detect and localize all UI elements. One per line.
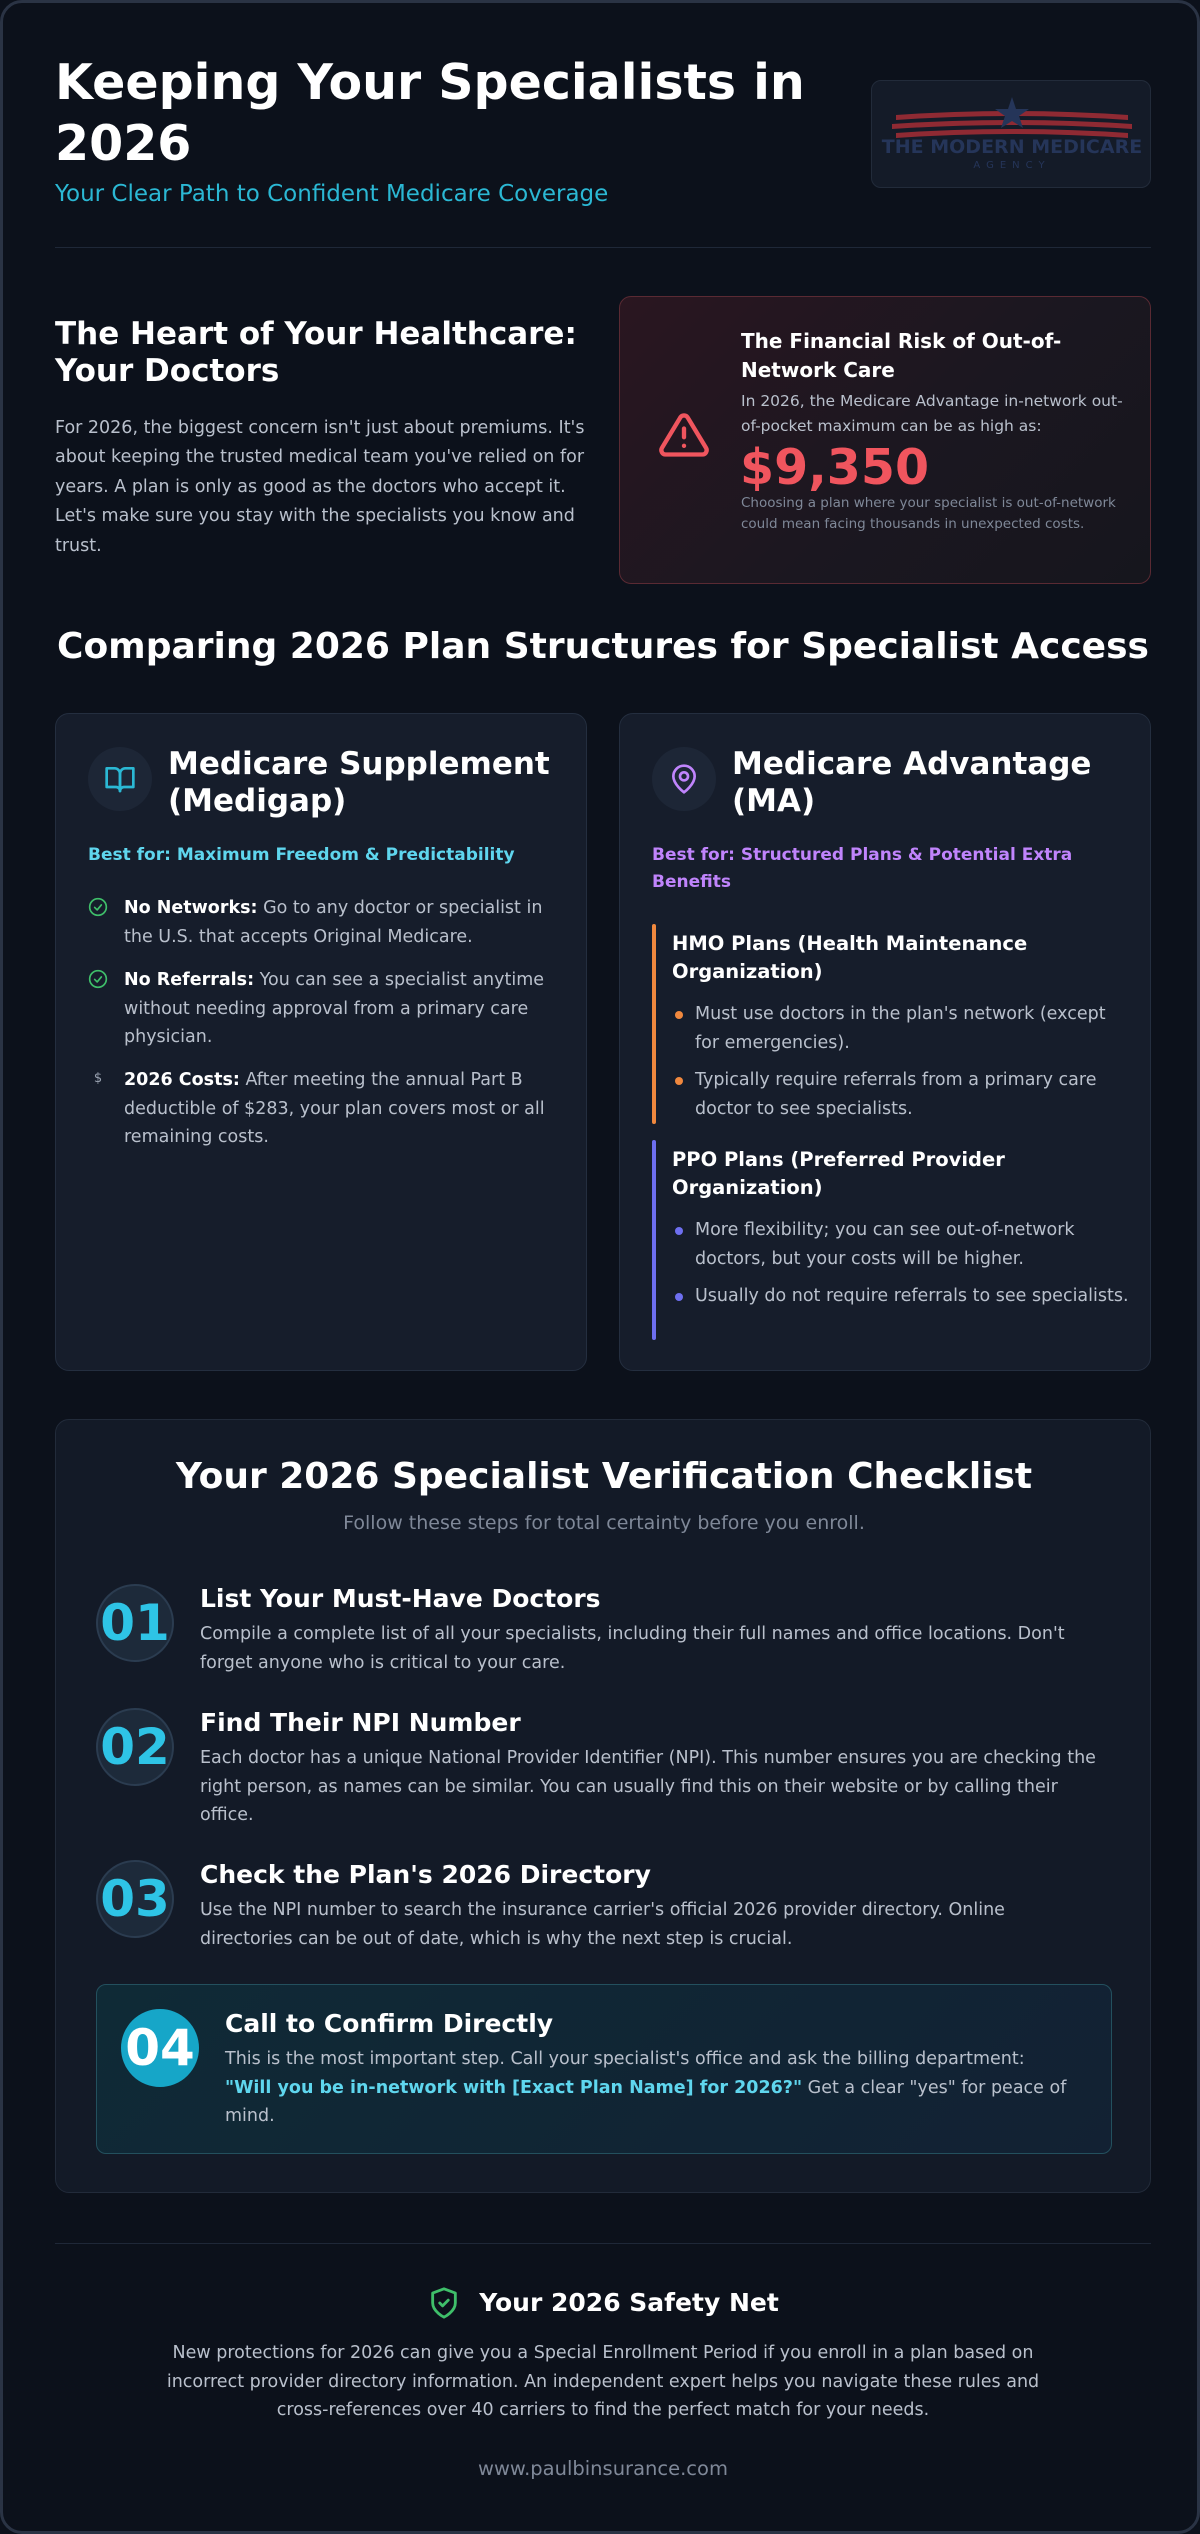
checklist-title: Your 2026 Specialist Verification Checklist [175,1456,1033,1497]
risk-note: Choosing a plan where your specialist is out-of-network could mean facing thousands in unexpected costs. [741,495,1116,532]
safety-net-heading [3,2283,1200,2323]
step-title: Call to Confirm Directly [225,2009,554,2038]
checklist-step-highlight [96,1984,1112,2154]
bullet-dot [675,1011,683,1019]
ppo-accent-bar [652,1140,656,1340]
step-text-intro: This is the most important step. Call your specialist's office and ask the billing department: [225,2049,1025,2069]
book-icon [88,747,152,811]
advantage-best-for: Best for: Structured Plans & Potential Extra Benefits [652,845,1073,893]
website-link[interactable]: www.paulbinsurance.com [478,2457,728,2480]
bullet-dot [675,1227,683,1235]
check-circle-icon [88,897,108,917]
hmo-accent-bar [652,924,656,1124]
feature-label: 2026 Costs: [124,1070,240,1090]
shield-check-icon [427,2286,461,2324]
medicare-advantage-card [619,713,1151,1371]
feature-label: No Referrals: [124,970,255,990]
compare-title: Comparing 2026 Plan Structures for Specialist Access [57,626,1149,667]
list-item-text: Must use doctors in the plan's network (except for emergencies). [695,1004,1106,1053]
risk-title: The Financial Risk of Out-of-Network Care [741,329,1062,382]
check-circle-icon [88,969,108,989]
advantage-title: Medicare Advantage (MA) [732,746,1092,820]
step-number: 01 [96,1584,174,1662]
feature-text [124,894,564,951]
safety-net-title: Your 2026 Safety Net [479,2288,779,2317]
footer-divider [55,2243,1151,2244]
checklist-subtitle: Follow these steps for total certainty before you enroll. [343,1512,865,1534]
step-number: 04 [121,2009,199,2087]
hmo-title: HMO Plans (Health Maintenance Organization) [672,932,1028,984]
step-text-outro: Get a clear "yes" for peace of mind. [225,2077,1067,2127]
hmo-plan [652,924,1132,1124]
page-title: Keeping Your Specialists in 2026 [55,54,805,172]
step-quote: "Will you be in-network with [Exact Plan Name] for 2026?" [225,2077,803,2098]
ppo-title: PPO Plans (Preferred Provider Organization) [672,1148,1005,1200]
bullet-dot [675,1293,683,1301]
step-title: List Your Must-Have Doctors [200,1584,601,1613]
feature-text [124,966,564,1052]
step-number: 02 [96,1708,174,1786]
feature-description: Go to any doctor or specialist in the U.S. that accepts Original Medicare. [124,898,543,947]
warning-icon [656,409,712,465]
medigap-best-for: Best for: Maximum Freedom & Predictability [88,845,515,865]
feature-description: After meeting the annual Part B deductible of $283, your plan covers most or all remaining costs. [124,1070,545,1148]
dollar-icon: $ [93,1071,103,1086]
step-title: Find Their NPI Number [200,1708,521,1737]
header [55,53,1151,248]
medigap-title: Medicare Supplement (Medigap) [168,746,550,820]
map-pin-icon [652,747,716,811]
step-text: Each doctor has a unique National Provider Identifier (NPI). This number ensures you are checking the right person, as names can be similar. You can usually find this on their website or by calling their office. [200,1748,1096,1826]
intro-heading: The Heart of Your Healthcare: Your Doctors [55,316,577,390]
verification-checklist [55,1419,1151,2193]
step-number: 03 [96,1860,174,1938]
bullet-dot [675,1077,683,1085]
list-item-text: More flexibility; you can see out-of-network doctors, but your costs will be higher. [695,1220,1075,1269]
risk-text: In 2026, the Medicare Advantage in-network out-of-pocket maximum can be as high as: [741,392,1123,435]
feature-description: You can see a specialist anytime without needing approval from a primary care physician. [124,970,545,1048]
intro-section [55,296,1151,586]
financial-risk-card [619,296,1151,584]
feature-text [124,1066,564,1152]
step-text [225,2045,1075,2131]
step-title: Check the Plan's 2026 Directory [200,1860,651,1889]
list-item-text: Typically require referrals from a primary care doctor to see specialists. [695,1070,1097,1119]
agency-logo [871,80,1151,188]
step-text: Use the NPI number to search the insurance carrier's official 2026 provider directory. Online directories can be out of date, which is why the next step is crucial. [200,1900,1005,1949]
logo-graphic [872,81,1152,189]
list-item-text: Usually do not require referrals to see specialists. [695,1286,1129,1306]
feature-label: No Networks: [124,898,258,918]
page-subtitle: Your Clear Path to Confident Medicare Coverage [55,181,609,207]
ppo-plan [652,1140,1132,1340]
out-of-pocket-amount: $9,350 [740,439,930,496]
logo-text: THE MODERN MEDICARE [881,136,1143,158]
medigap-card [55,713,587,1371]
logo-subtext: AGENCY [973,160,1051,171]
header-divider [55,247,1151,248]
intro-text: For 2026, the biggest concern isn't just about premiums. It's about keeping the trusted medical team you've relied on for years. A plan is only as good as the doctors who accept it. Let's make sure you stay with the specialists you know and trust. [55,418,585,556]
safety-net-text: New protections for 2026 can give you a Special Enrollment Period if you enroll in a plan based on incorrect provider directory information. An independent expert helps you navigate these rules and cross-references over 40 carriers to find the perfect match for your needs. [166,2343,1040,2421]
step-text: Compile a complete list of all your specialists, including their full names and office locations. Don't forget anyone who is critical to your care. [200,1624,1065,1673]
